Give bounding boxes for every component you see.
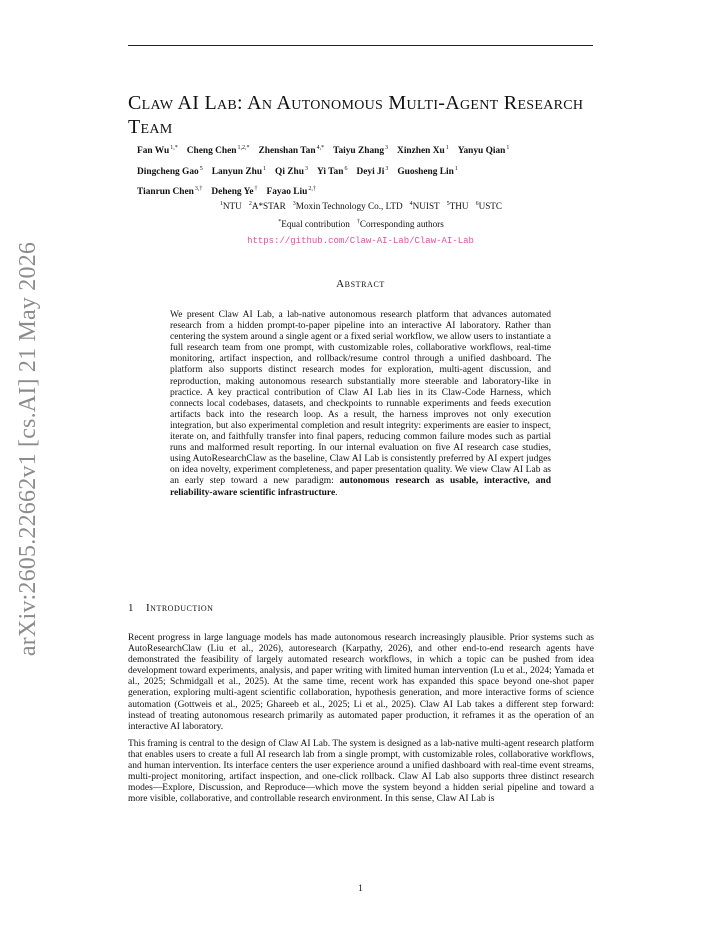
page-number: 1 bbox=[358, 884, 363, 894]
intro-paragraph: This framing is central to the design of Claw AI Lab. The system is designed as a lab-native multi-agent research platform that enables users to create a full AI research lab from a single prompt, with customizable roles, collaborative workflows, and human intervention. Its interface centers the user experience around a unified dashboard with real-time event streams, multi-project monitoring, artifact inspection, and one-click rollback. Claw AI Lab also supports three distinct research modes—Explore, Discussion, and Reproduce—which move the system beyond a hidden serial pipeline and toward a more visible, collaborative, and controllable research environment. In this sense, Claw AI Lab is bbox=[128, 738, 594, 805]
author-name: Dingcheng Gao$^5$ bbox=[137, 165, 203, 177]
abstract-text: We present Claw AI Lab, a lab-native autonomous research platform that advances automated research from a hidden prompt-to-paper pipeline into an interactive AI laboratory. Rather than centering the system around a single agent or a fixed serial workflow, we allow users to instantiate a full research team from one prompt, with customizable roles, collaborative workflows, real-time monitoring, artifact inspection, and rollback/resume control through a unified dashboard. The platform also supports distinct research modes for exploration, multi-agent discussion, and reproduction, making autonomous research substantially more steerable and laboratory-like in practice. A key practical contribution of Claw AI Lab lies in its Claw-Code Harness, which connects local codebases, datasets, and checkpoints to runnable experiments and feeds execution artifacts back into the research loop. As a result, the harness improves not only execution integration, but also experimental completion and result integrity: experiments are easier to inspect, iterate on, and faithfully transfer into final papers, reducing common failure modes such as partial runs and malformed result reporting. In our internal evaluation on five AI research case studies, using AutoResearchClaw as the baseline, Claw AI Lab is consistently preferred by AI expert judges on idea novelty, experiment completeness, and paper presentation quality. We view Claw AI Lab as an early step toward a new paradigm: autonomous research as usable, interactive, and reliability-aware scientific infrastructure. bbox=[170, 310, 551, 498]
abstract-emphasis: autonomous research as usable, interactive, and reliability-aware scientific infrastructure bbox=[170, 476, 551, 498]
affiliations-block bbox=[128, 196, 593, 249]
author-line bbox=[137, 161, 587, 182]
contribution-note: *Equal contribution bbox=[278, 219, 350, 229]
section-heading-introduction: 1 Introduction bbox=[128, 602, 214, 614]
author-name: Deyi Ji$^3$ bbox=[356, 165, 389, 177]
author-name: Cheng Chen$^{1,2,*}$ bbox=[186, 145, 250, 156]
contribution-note: †Corresponding authors bbox=[356, 219, 444, 229]
affiliation: $^3$Moxin Technology Co., LTD bbox=[292, 201, 403, 211]
intro-paragraph: Recent progress in large language models has made autonomous research increasingly plausible. Prior systems such as AutoResearchClaw (Liu et al., 2026), autoresearch (Karpathy, 2026), and other end-to-end research agents have demonstrated the feasibility of largely automated research workflows, in which a topic can be pushed from idea development toward experiments, analysis, and paper writing with limited human intervention (Lu et al., 2024; Yamada et al., 2025; Schmidgall et al., 2025). At the same time, recent work has expanded this space beyond one-shot paper generation, exploring multi-agent scientific collaboration, hypothesis generation, and more interactive forms of science automation (Gottweis et al., 2025; Ghareeb et al., 2025; Li et al., 2025). Claw AI Lab takes a different step forward: instead of treating autonomous research primarily as automated paper production, it reframes it as the operation of an interactive AI laboratory. bbox=[128, 633, 594, 732]
author-name: Qi Zhu$^3$ bbox=[275, 165, 308, 177]
author-list bbox=[137, 140, 587, 202]
author-name: Taiyu Zhang$^3$ bbox=[333, 145, 389, 156]
top-rule bbox=[128, 45, 593, 46]
author-line bbox=[137, 140, 587, 161]
introduction-body bbox=[128, 633, 594, 811]
author-name: Tianrun Chen$^{3,\dagger}$ bbox=[137, 186, 203, 197]
author-name: Zhenshan Tan$^{4,*}$ bbox=[258, 145, 325, 156]
arxiv-identifier-stamp: arXiv:2605.22662v1 [cs.AI] 21 May 2026 bbox=[15, 241, 41, 657]
author-name: Yanyu Qian$^1$ bbox=[457, 145, 510, 156]
repository-link[interactable]: https://github.com/Claw-AI-Lab/Claw-AI-Lab bbox=[247, 236, 474, 246]
affiliation: $^2$A*STAR bbox=[248, 201, 286, 211]
author-name: Guosheng Lin$^1$ bbox=[397, 165, 458, 177]
affiliation: $^5$THU bbox=[446, 201, 469, 211]
author-name: Yi Tan$^6$ bbox=[316, 165, 348, 177]
abstract-heading: Abstract bbox=[336, 278, 385, 290]
affiliation: $^4$NUIST bbox=[409, 201, 440, 211]
author-name: Xinzhen Xu$^1$ bbox=[397, 145, 449, 156]
author-name: Fayao Liu$^{2,\dagger}$ bbox=[266, 186, 316, 197]
author-name: Fan $Wu^{1,*}$ bbox=[137, 145, 178, 156]
affiliation-line bbox=[128, 196, 593, 214]
affiliation: $^6$USTC bbox=[475, 201, 503, 211]
affiliation: $^1$NTU bbox=[219, 201, 242, 211]
contribution-notes bbox=[128, 214, 593, 232]
author-name: Lanyun Zhu$^1$ bbox=[211, 165, 267, 177]
paper-title: Claw AI Lab: An Autonomous Multi-Agent Research Team bbox=[128, 92, 584, 138]
author-name: Deheng Ye† bbox=[211, 186, 258, 197]
